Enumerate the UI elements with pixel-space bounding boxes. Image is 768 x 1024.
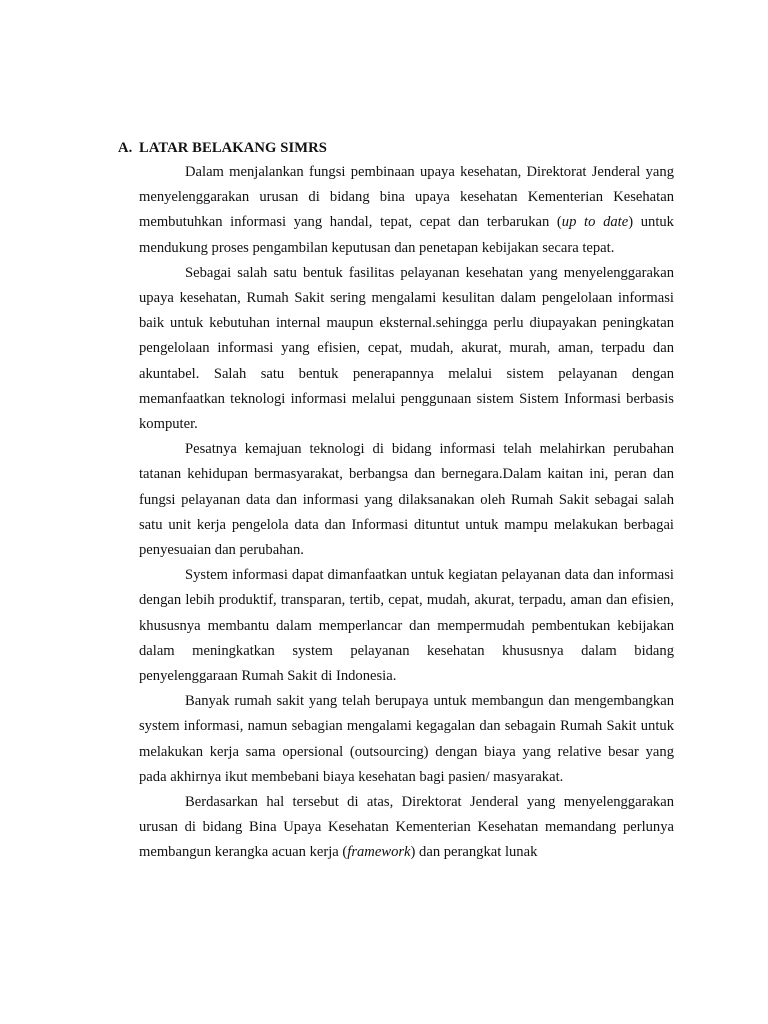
- paragraph-2: Sebagai salah satu bentuk fasilitas pelayanan kesehatan yang menyelenggarakan upaya kesehatan, Rumah Sakit sering mengalami kesulitan dalam pengelolaan informasi baik untuk kebutuhan internal maupun eksternal.sehingga perlu diupayakan peningkatan pengelolaan informasi yang efisien, cepat, mudah, akurat, murah, aman, terpadu dan akuntabel. Salah satu bentuk penerapannya melalui sistem pelayanan dengan memanfaatkan teknologi informasi melalui penggunaan sistem Sistem Informasi berbasis komputer.: [139, 264, 674, 433]
- section-title: LATAR BELAKANG SIMRS: [139, 140, 327, 156]
- paragraph-1: [139, 160, 674, 261]
- paragraph-6-text-a: Berdasarkan hal tersebut di atas, Direktorat Jenderal yang menyelenggarakan urusan di bidang Bina Upaya Kesehatan Kementerian Kesehatan memandang perlunya membangun kerangka acuan kerja (: [139, 794, 674, 861]
- paragraph-5: Banyak rumah sakit yang telah berupaya untuk membangun dan mengembangkan system informasi, namun sebagian mengalami kegagalan dan sebagain Rumah Sakit untuk melakukan kerja sama opersional (outsourcing) dengan biaya yang relative besar yang pada akhirnya ikut membebani biaya kesehatan bagi pasien/ masyarakat.: [139, 693, 674, 785]
- paragraph-4: System informasi dapat dimanfaatkan untuk kegiatan pelayanan data dan informasi dengan lebih produktif, transparan, tertib, cepat, mudah, akurat, terpadu, aman dan efisien, khususnya membantu dalam memperlancar dan mempermudah pembentukan kebijakan dalam meningkatkan system pelayanan kesehatan khususnya dalam bidang penyelenggaraan Rumah Sakit di Indonesia.: [139, 567, 674, 685]
- paragraph-1-text-b: ) untuk mendukung proses pengambilan keputusan dan penetapan kebijakan secara tepat.: [139, 214, 674, 256]
- paragraph-6: [139, 790, 674, 866]
- paragraph-6-italic-term: framework: [347, 844, 411, 861]
- section-heading: [118, 140, 327, 157]
- paragraph-3: Pesatnya kemajuan teknologi di bidang informasi telah melahirkan perubahan tatanan kehidupan bermasyarakat, berbangsa dan bernegara.Dalam kaitan ini, peran dan fungsi pelayanan data dan informasi yang dilaksanakan oleh Rumah Sakit sebagai salah satu unit kerja pengelola data dan Informasi dituntut untuk mampu melakukan berbagai penyesuaian dan perubahan.: [139, 441, 674, 559]
- paragraph-6-text-b: ) dan perangkat lunak: [410, 844, 538, 861]
- section-number: A.: [118, 140, 133, 156]
- paragraph-1-text-a: Dalam menjalankan fungsi pembinaan upaya kesehatan, Direktorat Jenderal yang menyelenggarakan urusan di bidang bina upaya kesehatan Kementerian Kesehatan membutuhkan informasi yang handal, tepat, cepat dan terbarukan (: [139, 164, 674, 231]
- paragraph-1-italic-term: up to date: [561, 214, 629, 231]
- body-text: [139, 160, 674, 866]
